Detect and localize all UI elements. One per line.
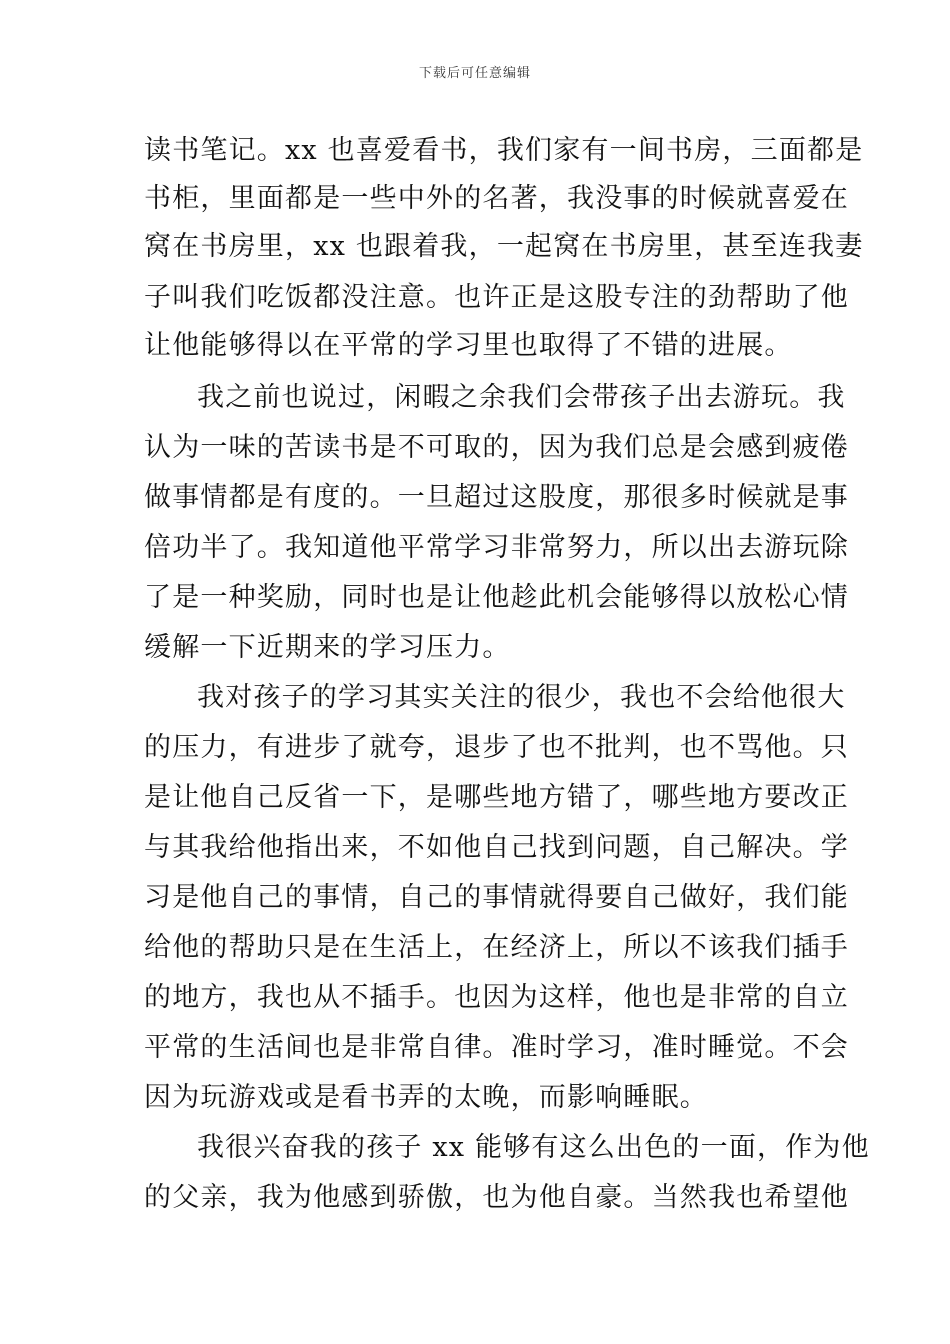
text-line: 窝在书房里，xx 也跟着我，一起窝在书房里，甚至连我妻 xyxy=(144,231,864,262)
text-line: 子叫我们吃饭都没注意。也许正是这股专注的劲帮助了他 xyxy=(144,282,849,313)
text-line: 的父亲，我为他感到骄傲，也为他自豪。当然我也希望他 xyxy=(144,1182,849,1213)
text-line: 书柜，里面都是一些中外的名著，我没事的时候就喜爱在 xyxy=(144,183,849,214)
paragraph-first-line: 我很兴奋我的孩子 xx 能够有这么出色的一面，作为他 xyxy=(197,1132,870,1163)
text-line: 给他的帮助只是在生活上，在经济上，所以不该我们插手 xyxy=(144,932,849,963)
paragraph-first-line: 我对孩子的学习其实关注的很少，我也不会给他很大 xyxy=(197,682,846,713)
text-line: 了是一种奖励，同时也是让他趁此机会能够得以放松心情 xyxy=(144,582,849,613)
text-line: 读书笔记。xx 也喜爱看书，我们家有一间书房，三面都是 xyxy=(144,135,864,166)
text-line: 的压力，有进步了就夸，退步了也不批判，也不骂他。只 xyxy=(144,732,849,763)
text-line: 是让他自己反省一下，是哪些地方错了，哪些地方要改正 xyxy=(144,782,849,813)
text-line: 的地方，我也从不插手。也因为这样，他也是非常的自立 xyxy=(144,982,849,1013)
text-line: 与其我给他指出来，不如他自己找到问题，自己解决。学 xyxy=(144,832,849,863)
paragraph-first-line: 我之前也说过，闲暇之余我们会带孩子出去游玩。我 xyxy=(197,382,846,413)
text-line: 平常的生活间也是非常自律。准时学习，准时睡觉。不会 xyxy=(144,1032,849,1063)
page-header: 下载后可任意编辑 xyxy=(418,66,531,81)
text-line: 认为一味的苦读书是不可取的，因为我们总是会感到疲倦 xyxy=(144,432,849,463)
text-line: 倍功半了。我知道他平常学习非常努力，所以出去游玩除 xyxy=(144,532,849,563)
text-line: 缓解一下近期来的学习压力。 xyxy=(144,632,511,663)
text-line: 习是他自己的事情，自己的事情就得要自己做好，我们能 xyxy=(144,882,849,913)
text-line: 做事情都是有度的。一旦超过这股度，那很多时候就是事 xyxy=(144,482,849,513)
text-line: 因为玩游戏或是看书弄的太晚，而影响睡眠。 xyxy=(144,1082,708,1113)
text-line: 让他能够得以在平常的学习里也取得了不错的进展。 xyxy=(144,330,793,361)
